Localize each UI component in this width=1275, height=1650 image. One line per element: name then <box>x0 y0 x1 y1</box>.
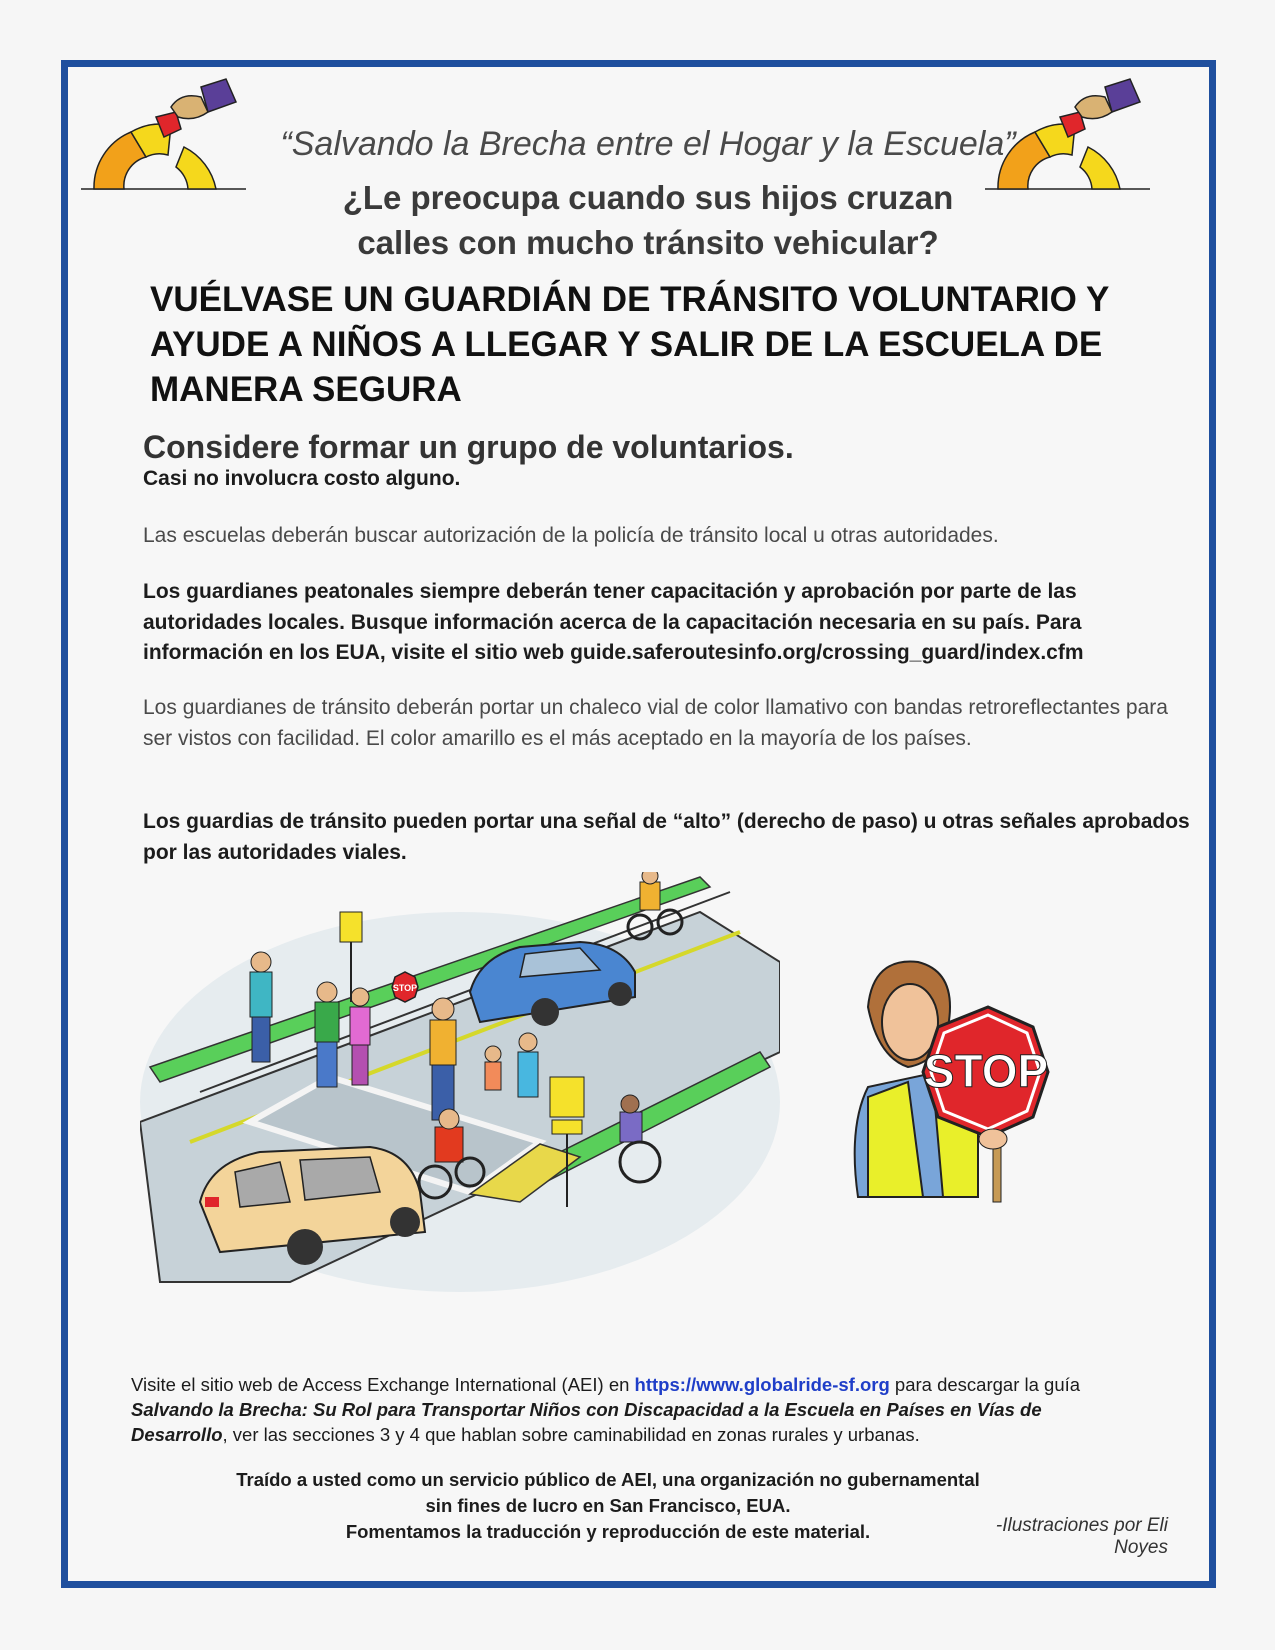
crossing-guard-illustration <box>828 957 1058 1207</box>
poster-headline <box>150 277 1150 412</box>
question-line-1: ¿Le preocupa cuando sus hijos cruzan <box>342 179 954 216</box>
vest-paragraph: Los guardianes de tránsito deberán portar un chaleco vial de color llamativo con bandas retroreflectantes para ser vistos con facilidad. El color amarillo es el más aceptado en la mayoría de los países. <box>143 696 1168 750</box>
footer-visit-paragraph <box>131 1372 1131 1447</box>
service-line-3: Fomentamos la traducción y reproducción de este material. <box>345 1521 871 1542</box>
puzzle-bridge-left-icon <box>76 77 251 192</box>
poster-question <box>268 175 1028 265</box>
service-note <box>208 1467 1008 1545</box>
authorization-paragraph: Las escuelas deberán buscar autorización de la policía de tránsito local u otras autoridades. <box>143 524 999 547</box>
consider-heading: Considere formar un grupo de voluntarios. <box>143 429 794 465</box>
large-stop-sign-text: STOP <box>923 1045 1049 1097</box>
signs-paragraph: Los guardias de tránsito pueden portar una señal de “alto” (derecho de paso) u otras señales aprobados por las autoridades viales. <box>143 810 1190 864</box>
headline-line-3: MANERA SEGURA <box>150 370 462 409</box>
visit-mid: para descargar la guía <box>889 1374 1081 1395</box>
headline-line-1: VUÉLVASE UN GUARDIÁN DE TRÁNSITO VOLUNTARIO Y <box>150 280 1110 319</box>
guide-title: Salvando la Brecha: Su Rol para Transportar Niños con Discapacidad a la Escuela en Países en Vías de Desarrollo <box>131 1399 1042 1445</box>
question-line-2: calles con mucho tránsito vehicular? <box>357 224 939 261</box>
headline-line-2: AYUDE A NIÑOS A LLEGAR Y SALIR DE LA ESCUELA DE <box>150 325 1103 364</box>
street-crossing-illustration <box>140 872 780 1292</box>
small-stop-sign-icon <box>392 972 418 1002</box>
poster-subtitle: “Salvando la Brecha entre el Hogar y la Escuela” <box>280 125 1016 163</box>
service-line-1: Traído a usted como un servicio público de AEI, una organización no gubernamental <box>236 1469 980 1490</box>
visit-suffix: , ver las secciones 3 y 4 que hablan sobre caminabilidad en zonas rurales y urbanas. <box>222 1424 920 1445</box>
small-stop-sign-text: STOP <box>392 983 418 993</box>
training-paragraph: Los guardianes peatonales siempre deberán tener capacitación y aprobación por parte de las autoridades locales. Busque información acerca de la capacitación necesaria en su país. Para información en los EUA, visite el sitio web guide.saferoutesinfo.org/crossing_guard/index.cfm <box>143 580 1084 664</box>
service-line-2: sin fines de lucro en San Francisco, EUA. <box>425 1495 791 1516</box>
globalride-link[interactable]: https://www.globalride-sf.org <box>634 1374 890 1395</box>
poster-frame <box>61 60 1216 1588</box>
visit-prefix: Visite el sitio web de Access Exchange International (AEI) en <box>131 1374 635 1395</box>
illustration-credit: -Ilustraciones por Eli Noyes <box>995 1515 1168 1558</box>
cost-paragraph: Casi no involucra costo alguno. <box>143 467 461 490</box>
